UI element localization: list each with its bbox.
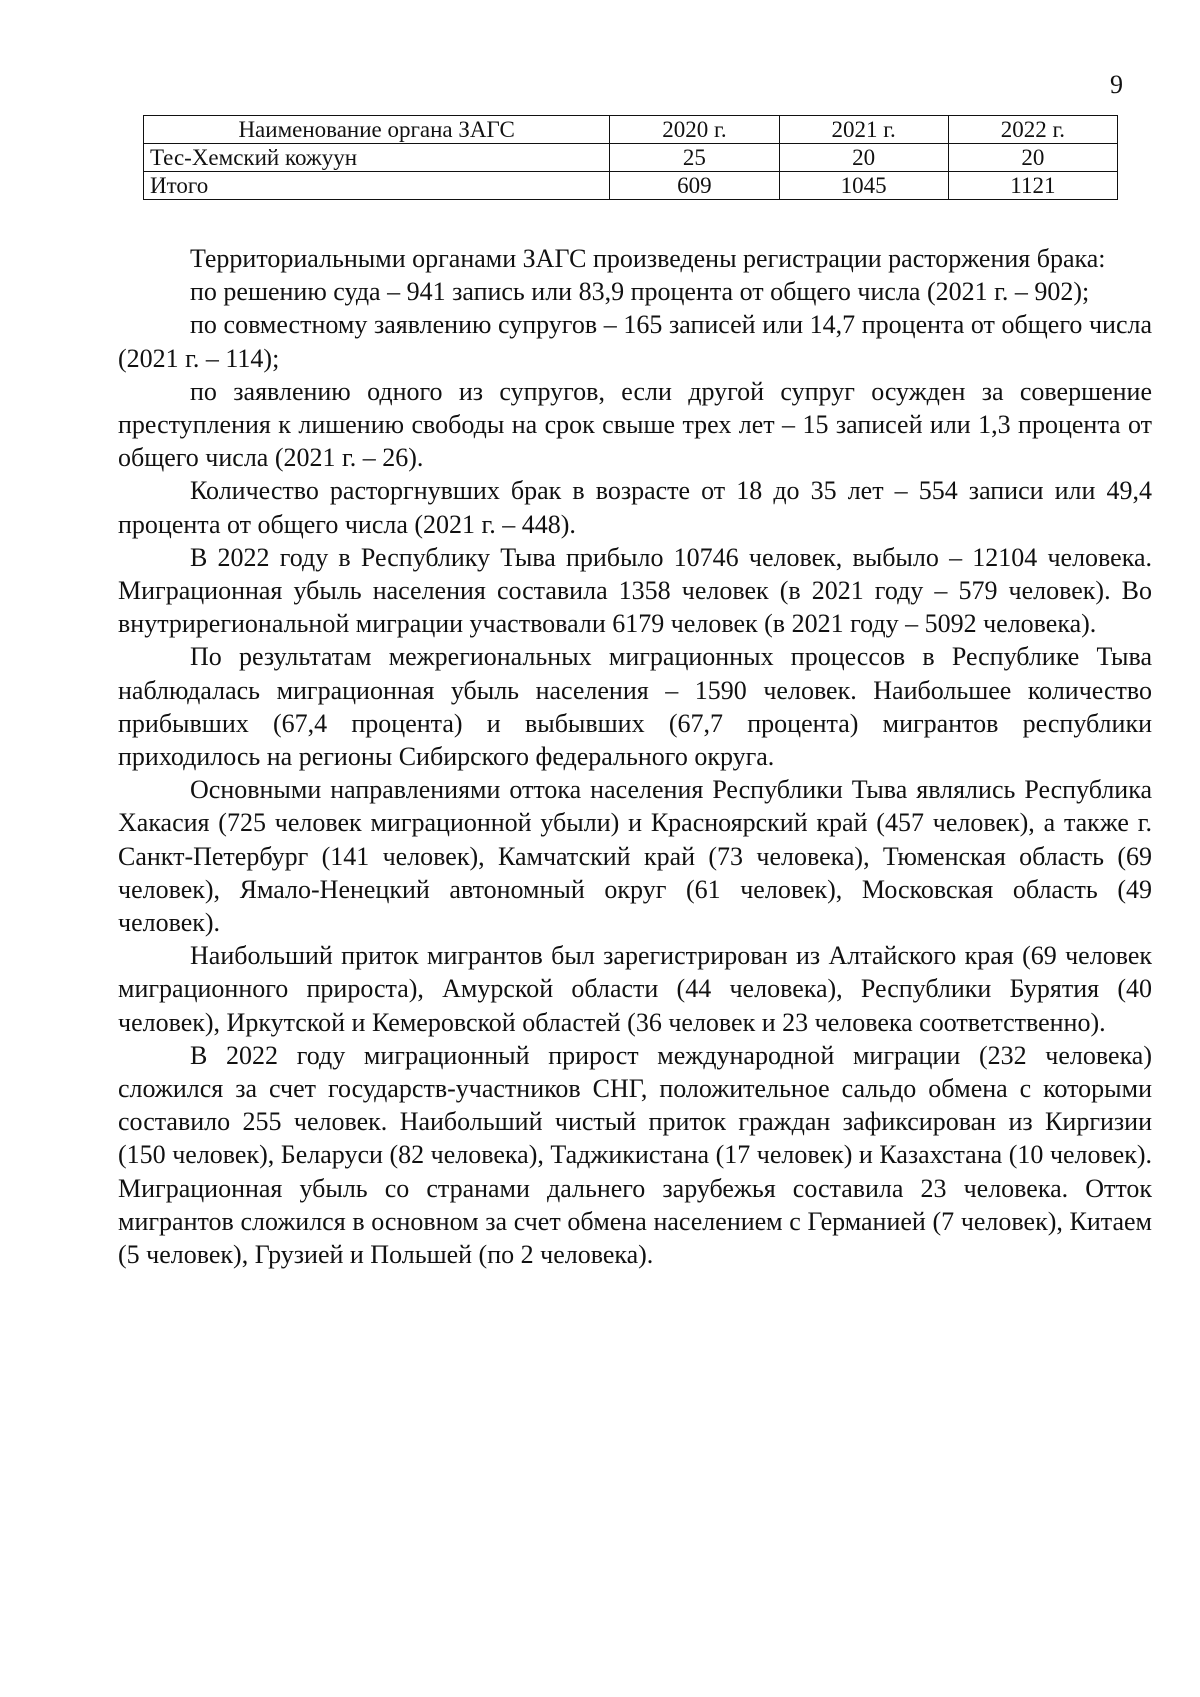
table-header-row: [144, 116, 1118, 144]
paragraph-joint-application: по совместному заявлению супругов – 165 записей или 14,7 процента от общего числа (2021 г. – 114);: [118, 310, 1152, 373]
table-row-total: [144, 172, 1118, 200]
page-number: 9: [1110, 70, 1123, 99]
table-row: [144, 144, 1118, 172]
paragraph-court-decision: по решению суда – 941 запись или 83,9 процента от общего числа (2021 г. – 902);: [190, 277, 1090, 307]
table-cell: Итого: [144, 172, 610, 200]
table-header-cell: 2021 г.: [779, 116, 948, 144]
paragraph-single-application: по заявлению одного из супругов, если другой супруг осужден за совершение преступления к лишению свободы на срок свыше трех лет – 15 записей или 1,3 процента от общего числа (2021 г. – 26).: [118, 376, 1152, 473]
table-cell: 609: [610, 172, 779, 200]
paragraph-divorce-intro: Территориальными органами ЗАГС произведены регистрации расторжения брака:: [190, 244, 1106, 273]
table-cell: 25: [610, 144, 779, 172]
paragraph-divorce-age: Количество расторгнувших брак в возрасте от 18 до 35 лет – 554 записи или 49,4 процента от общего числа (2021 г. – 448).: [118, 476, 1152, 539]
table-cell: 1121: [948, 172, 1117, 200]
table-cell: 20: [779, 144, 948, 172]
document-body: [118, 242, 1152, 1271]
paragraph-international-migration: В 2022 году миграционный прирост международной миграции (232 человека) сложился за счет государств-участников СНГ, положительное сальдо обмена с которыми составило 255 человек. Наибольший чистый приток граждан зафиксирован из Киргизии (150 человек), Беларуси (82 человека), Таджикистана (17 человек) и Казахстана (10 человек). Миграционная убыль со странами дальнего зарубежья составила 23 человека. Отток мигрантов сложился в основном за счет обмена населением с Германией (7 человек), Китаем (5 человек), Грузией и Польшей (по 2 человека).: [118, 1040, 1152, 1270]
table-header-cell: 2020 г.: [610, 116, 779, 144]
table-header-cell: Наименование органа ЗАГС: [144, 116, 610, 144]
table-cell: 20: [948, 144, 1117, 172]
zags-registry-table: [143, 115, 1118, 200]
table-cell: Тес-Хемский кожуун: [144, 144, 610, 172]
paragraph-outflow-directions: Основными направлениями оттока населения Республики Тыва являлись Республика Хакасия (725 человек миграционной убыли) и Красноярский край (457 человек), а также г. Санкт-Петербург (141 человек), Камчатский край (73 человека), Тюменская область (69 человек), Ямало-Ненецкий автономный округ (61 человек), Московская область (49 человек).: [118, 775, 1152, 938]
table-header-cell: 2022 г.: [948, 116, 1117, 144]
paragraph-migration-total: В 2022 году в Республику Тыва прибыло 10746 человек, выбыло – 12104 человека. Миграционная убыль населения составила 1358 человек (в 2021 году – 579 человек). Во внутрирегиональной миграции участвовали 6179 человек (в 2021 году – 5092 человека).: [118, 542, 1152, 639]
table-cell: 1045: [779, 172, 948, 200]
paragraph-interregional-migration: По результатам межрегиональных миграционных процессов в Республике Тыва наблюдалась миграционная убыль населения – 1590 человек. Наибольшее количество прибывших (67,4 процента) и выбывших (67,7 процента) мигрантов республики приходилось на регионы Сибирского федерального округа.: [118, 642, 1152, 772]
paragraph-inflow-sources: Наибольший приток мигрантов был зарегистрирован из Алтайского края (69 человек миграционного прироста), Амурской области (44 человека), Республики Бурятия (40 человек), Иркутской и Кемеровской областей (36 человек и 23 человека соответственно).: [118, 941, 1152, 1037]
